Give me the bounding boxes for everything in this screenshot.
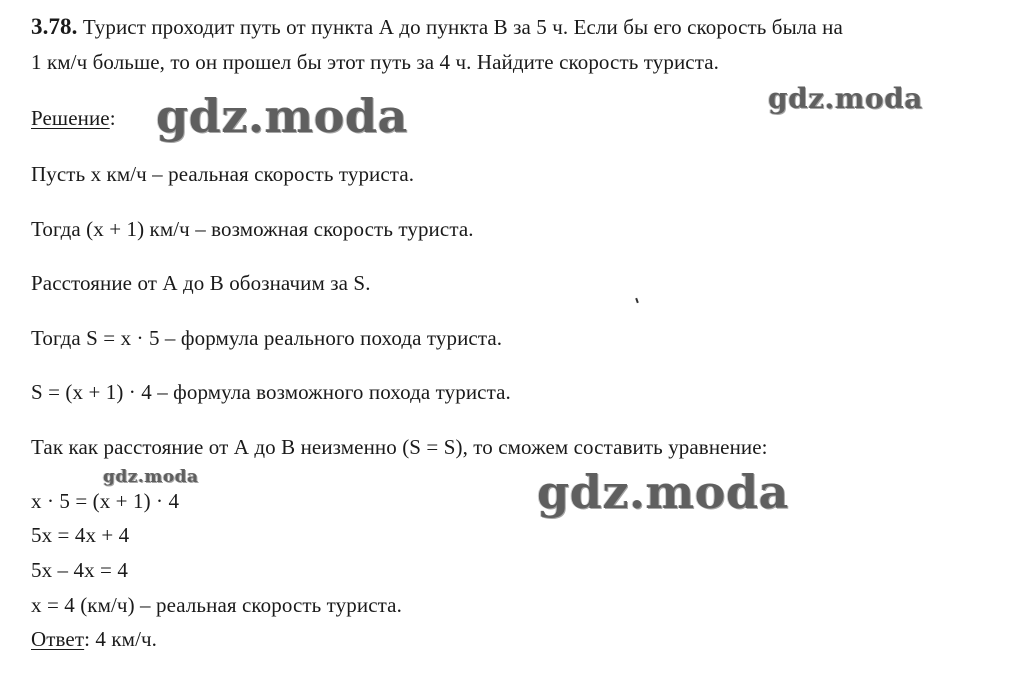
answer-label: Ответ [31, 627, 85, 651]
solution-line: Расстояние от А до В обозначим за S. [31, 271, 371, 295]
equation-line: x · 5 = (x + 1) · 4 [31, 489, 180, 513]
problem-line-1 [31, 14, 843, 40]
solution-line: S = (x + 1) · 4 – формула возможного похода туриста. [31, 380, 511, 404]
answer-text: : 4 км/ч. [84, 627, 158, 651]
watermark: gdz.moda [537, 465, 789, 519]
solution-line: Пусть x км/ч – реальная скорость туриста. [31, 162, 415, 186]
problem-number: 3.78. [31, 14, 78, 39]
equation-line: 5x – 4x = 4 [31, 558, 128, 582]
watermark: gdz.moda [156, 89, 408, 143]
solution-heading [31, 105, 116, 131]
answer [31, 626, 157, 652]
scan-speck [635, 298, 639, 303]
problem-text-1: Турист проходит путь от пункта А до пункта В за 5 ч. Если бы его скорость была на [82, 15, 843, 39]
equation-line: 5x = 4x + 4 [31, 523, 130, 547]
watermark: gdz.moda [768, 82, 923, 115]
equation-line: x = 4 (км/ч) – реальная скорость туриста. [31, 593, 402, 617]
solution-heading-colon: : [109, 106, 116, 130]
solution-line: Тогда S = x · 5 – формула реального похода туриста. [31, 326, 503, 350]
watermark: gdz.moda [103, 467, 199, 487]
solution-heading-label: Решение [31, 106, 110, 130]
solution-line: Тогда (x + 1) км/ч – возможная скорость туриста. [31, 217, 474, 241]
problem-line-2: 1 км/ч больше, то он прошел бы этот путь за 4 ч. Найдите скорость туриста. [31, 50, 720, 74]
solution-line: Так как расстояние от А до В неизменно (S = S), то сможем составить уравнение: [31, 435, 768, 459]
